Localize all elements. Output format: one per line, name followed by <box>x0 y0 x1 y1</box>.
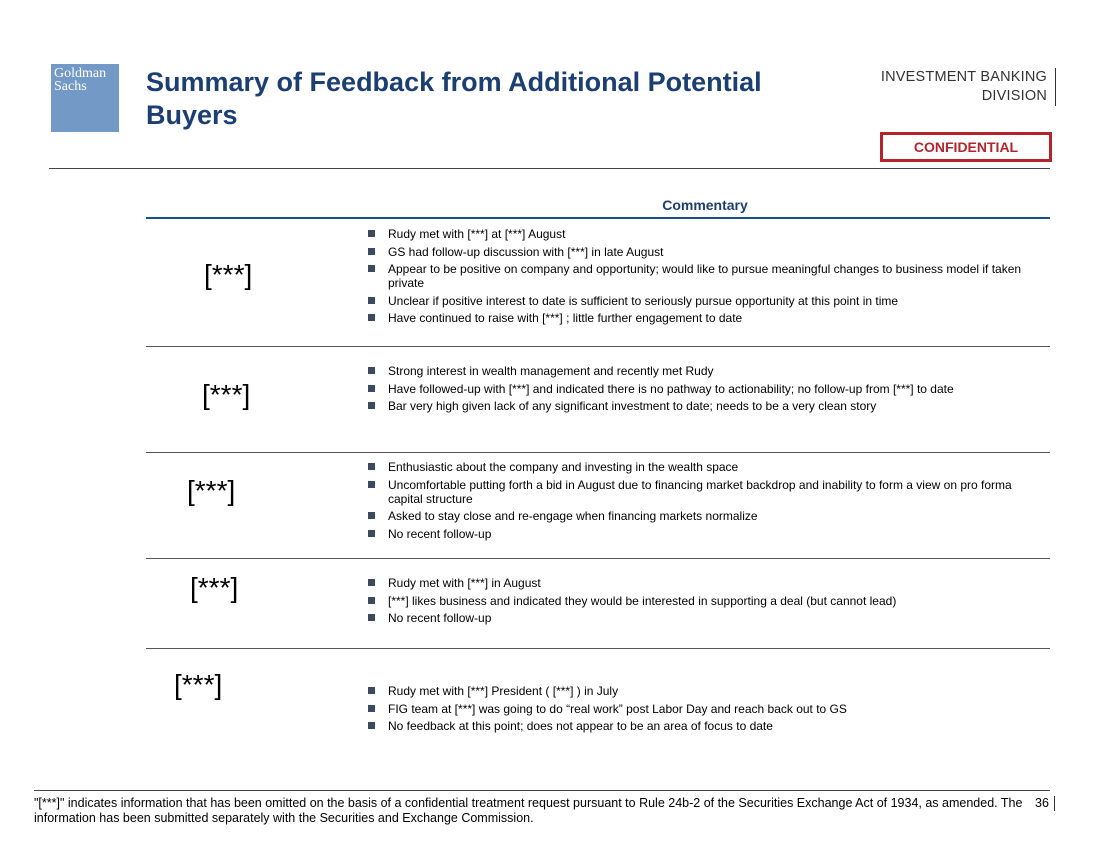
goldman-sachs-logo <box>51 64 119 132</box>
buyer-name: [***] <box>204 259 253 290</box>
list-item: No feedback at this point; does not appear to be an area of focus to date <box>368 719 1028 733</box>
table-header-rule <box>146 217 1050 219</box>
commentary-list <box>368 364 1028 417</box>
list-item: GS had follow-up discussion with [***] in late August <box>368 245 1028 259</box>
buyer-name: [***] <box>187 475 236 506</box>
row-divider <box>146 452 1050 453</box>
list-item: Enthusiastic about the company and investing in the wealth space <box>368 460 1028 474</box>
commentary-list <box>368 227 1028 329</box>
logo-line-1: Goldman <box>54 66 107 81</box>
list-item: FIG team at [***] was going to do “real work” post Labor Day and reach back out to GS <box>368 702 1028 716</box>
list-item: Rudy met with [***] at [***] August <box>368 227 1028 241</box>
list-item: Uncomfortable putting forth a bid in August due to financing market backdrop and inability to form a view on pro forma capital structure <box>368 478 1028 506</box>
footnote: "[***]" indicates information that has been omitted on the basis of a confidential treatment request pursuant to Rule 24b-2 of the Securities Exchange Act of 1934, as amended. The information has been submitted separately with the Securities and Exchange Commission. <box>34 796 1023 825</box>
list-item: Unclear if positive interest to date is sufficient to seriously pursue opportunity at this point in time <box>368 294 1028 308</box>
list-item: Have followed-up with [***] and indicated there is no pathway to actionability; no follow-up from [***] to date <box>368 382 1028 396</box>
list-item: Rudy met with [***] in August <box>368 576 1028 590</box>
buyer-name: [***] <box>202 379 251 410</box>
buyer-name: [***] <box>190 572 239 603</box>
list-item: No recent follow-up <box>368 527 1028 541</box>
division-line-1: INVESTMENT BANKING <box>880 69 1047 85</box>
list-item: Bar very high given lack of any significant investment to date; needs to be a very clean story <box>368 399 1028 413</box>
list-item: Rudy met with [***] President ( [***] ) in July <box>368 684 1028 698</box>
row-divider <box>146 648 1050 649</box>
page-number: 36 <box>1035 796 1055 811</box>
commentary-list <box>368 576 1028 629</box>
page-title: Summary of Feedback from Additional Potential Buyers <box>146 67 762 130</box>
list-item: [***] likes business and indicated they would be interested in supporting a deal (but cannot lead) <box>368 594 1028 608</box>
header-divider <box>49 168 1050 169</box>
commentary-list <box>368 460 1028 544</box>
commentary-column-header: Commentary <box>662 197 748 213</box>
confidential-badge: CONFIDENTIAL <box>880 132 1052 162</box>
division-label <box>881 68 1056 106</box>
commentary-list <box>368 684 1028 737</box>
list-item: No recent follow-up <box>368 611 1028 625</box>
division-line-2: DIVISION <box>981 88 1047 104</box>
list-item: Appear to be positive on company and opportunity; would like to pursue meaningful changes to business model if taken private <box>368 262 1028 290</box>
buyer-name: [***] <box>174 669 223 700</box>
list-item: Strong interest in wealth management and recently met Rudy <box>368 364 1028 378</box>
footer-divider <box>34 790 1050 791</box>
row-divider <box>146 346 1050 347</box>
list-item: Have continued to raise with [***] ; little further engagement to date <box>368 311 1028 325</box>
row-divider <box>146 558 1050 559</box>
list-item: Asked to stay close and re-engage when financing markets normalize <box>368 509 1028 523</box>
logo-line-2: Sachs <box>54 79 87 94</box>
